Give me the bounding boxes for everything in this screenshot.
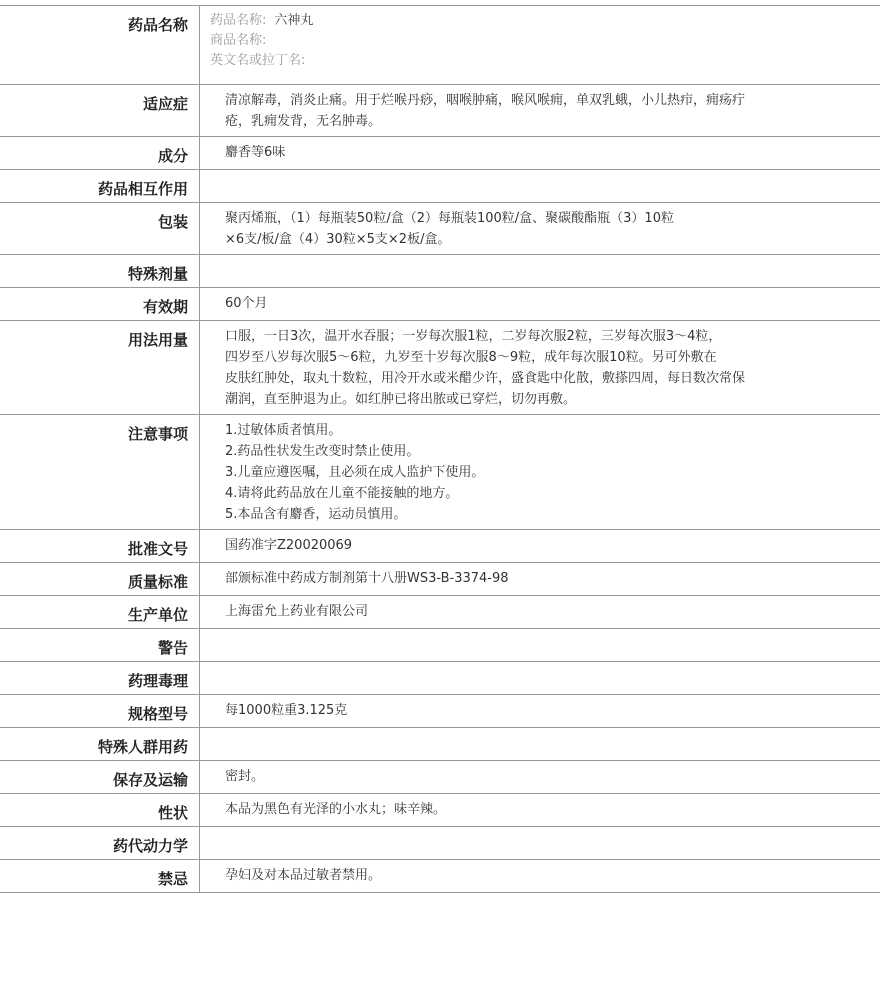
- value-line: 疮，乳痈发背，无名肿毒。: [225, 114, 382, 129]
- row-value: [200, 288, 880, 320]
- value-line: 每1000粒重3.125克: [225, 703, 348, 718]
- row-value: [200, 415, 880, 529]
- row-label: 规格型号: [0, 695, 200, 727]
- generic-name-line: [210, 11, 800, 31]
- row-label: 禁忌: [0, 860, 200, 892]
- row-value: [200, 321, 880, 414]
- row-value: [200, 203, 880, 254]
- info-row: [0, 137, 880, 170]
- row-value: [200, 85, 880, 136]
- info-row: [0, 255, 880, 288]
- row-value: [200, 170, 880, 202]
- row-label: 批准文号: [0, 530, 200, 562]
- info-row: [0, 563, 880, 596]
- info-row: [0, 728, 880, 761]
- row-label: 有效期: [0, 288, 200, 320]
- info-row: [0, 761, 880, 794]
- english-name-line: [210, 51, 800, 71]
- value-line: 潮润，直至肿退为止。如红肿已将出脓或已穿烂，切勿再敷。: [225, 392, 577, 407]
- info-row: [0, 85, 880, 137]
- row-value: [200, 629, 880, 661]
- value-line: 2.药品性状发生改变时禁止使用。: [225, 444, 420, 459]
- value-line: 聚丙烯瓶，（1）每瓶装50粒/盒（2）每瓶装100粒/盒、聚碳酸酯瓶（3）10粒: [225, 211, 674, 226]
- english-name-label: 英文名或拉丁名:: [210, 53, 306, 68]
- value-line: 1.过敏体质者慎用。: [225, 423, 342, 438]
- row-label: 质量标准: [0, 563, 200, 595]
- info-row: [0, 794, 880, 827]
- info-row: [0, 629, 880, 662]
- row-value: [200, 827, 880, 859]
- value-line: 3.儿童应遵医嘱，且必须在成人监护下使用。: [225, 465, 485, 480]
- info-row: [0, 170, 880, 203]
- row-value: [200, 860, 880, 892]
- generic-name-value: 六神丸: [274, 13, 314, 28]
- info-row: [0, 415, 880, 530]
- row-label: 药代动力学: [0, 827, 200, 859]
- row-label: 用法用量: [0, 321, 200, 414]
- value-line: 孕妇及对本品过敏者禁用。: [225, 868, 382, 883]
- row-label: 适应症: [0, 85, 200, 136]
- row-value: [200, 662, 880, 694]
- value-line: 上海雷允上药业有限公司: [225, 604, 369, 619]
- row-label: 警告: [0, 629, 200, 661]
- value-line: 清凉解毒，消炎止痛。用于烂喉丹痧，咽喉肿痛，喉风喉痈，单双乳蛾，小儿热疖，痈疡疔: [225, 93, 746, 108]
- info-row: [0, 321, 880, 415]
- value-line: 麝香等6味: [225, 145, 286, 160]
- row-label: 成分: [0, 137, 200, 169]
- row-label: 生产单位: [0, 596, 200, 628]
- row-label: 保存及运输: [0, 761, 200, 793]
- value-line: 本品为黑色有光泽的小水丸；味辛辣。: [225, 802, 447, 817]
- row-label: 药品相互作用: [0, 170, 200, 202]
- value-line: 四岁至八岁每次服5～6粒，九岁至十岁每次服8～9粒，成年每次服10粒。另可外敷在: [225, 350, 717, 365]
- value-line: 国药准字Z20020069: [225, 538, 353, 553]
- value-line: 5.本品含有麝香，运动员慎用。: [225, 507, 407, 522]
- row-drug-name: [0, 6, 880, 85]
- row-value: [200, 137, 880, 169]
- drug-name-values: [200, 6, 880, 84]
- info-row: [0, 596, 880, 629]
- row-label: 特殊人群用药: [0, 728, 200, 760]
- row-value: [200, 728, 880, 760]
- row-label: 性状: [0, 794, 200, 826]
- row-value: [200, 794, 880, 826]
- info-row: [0, 827, 880, 860]
- value-line: 4.请将此药品放在儿童不能接触的地方。: [225, 486, 459, 501]
- row-value: [200, 563, 880, 595]
- value-line: 60个月: [225, 296, 268, 311]
- row-label: 特殊剂量: [0, 255, 200, 287]
- row-value: [200, 695, 880, 727]
- drug-info-table: [0, 5, 880, 893]
- row-label: 注意事项: [0, 415, 200, 529]
- trade-name-line: [210, 31, 800, 51]
- trade-name-label: 商品名称:: [210, 33, 267, 48]
- row-label: 药理毒理: [0, 662, 200, 694]
- value-line: 口服，一日3次，温开水吞服；一岁每次服1粒，二岁每次服2粒，三岁每次服3～4粒，: [225, 329, 722, 344]
- row-value: [200, 596, 880, 628]
- info-row: [0, 860, 880, 893]
- info-row: [0, 695, 880, 728]
- row-value: [200, 530, 880, 562]
- row-value: [200, 255, 880, 287]
- generic-name-label: 药品名称:: [210, 13, 267, 28]
- info-row: [0, 203, 880, 255]
- info-row: [0, 530, 880, 563]
- value-line: 部颁标准中药成方制剂第十八册WS3-B-3374-98: [225, 571, 509, 586]
- value-line: 密封。: [225, 769, 265, 784]
- row-label: 包装: [0, 203, 200, 254]
- value-line: 皮肤红肿处，取丸十数粒，用冷开水或米醋少许，盛食匙中化散，敷搽四周，每日数次常保: [225, 371, 746, 386]
- info-row: [0, 662, 880, 695]
- row-value: [200, 761, 880, 793]
- info-rows: [0, 85, 880, 893]
- row-label: 药品名称: [0, 6, 200, 84]
- value-line: ×6支/板/盒（4）30粒×5支×2板/盒。: [225, 232, 451, 247]
- info-row: [0, 288, 880, 321]
